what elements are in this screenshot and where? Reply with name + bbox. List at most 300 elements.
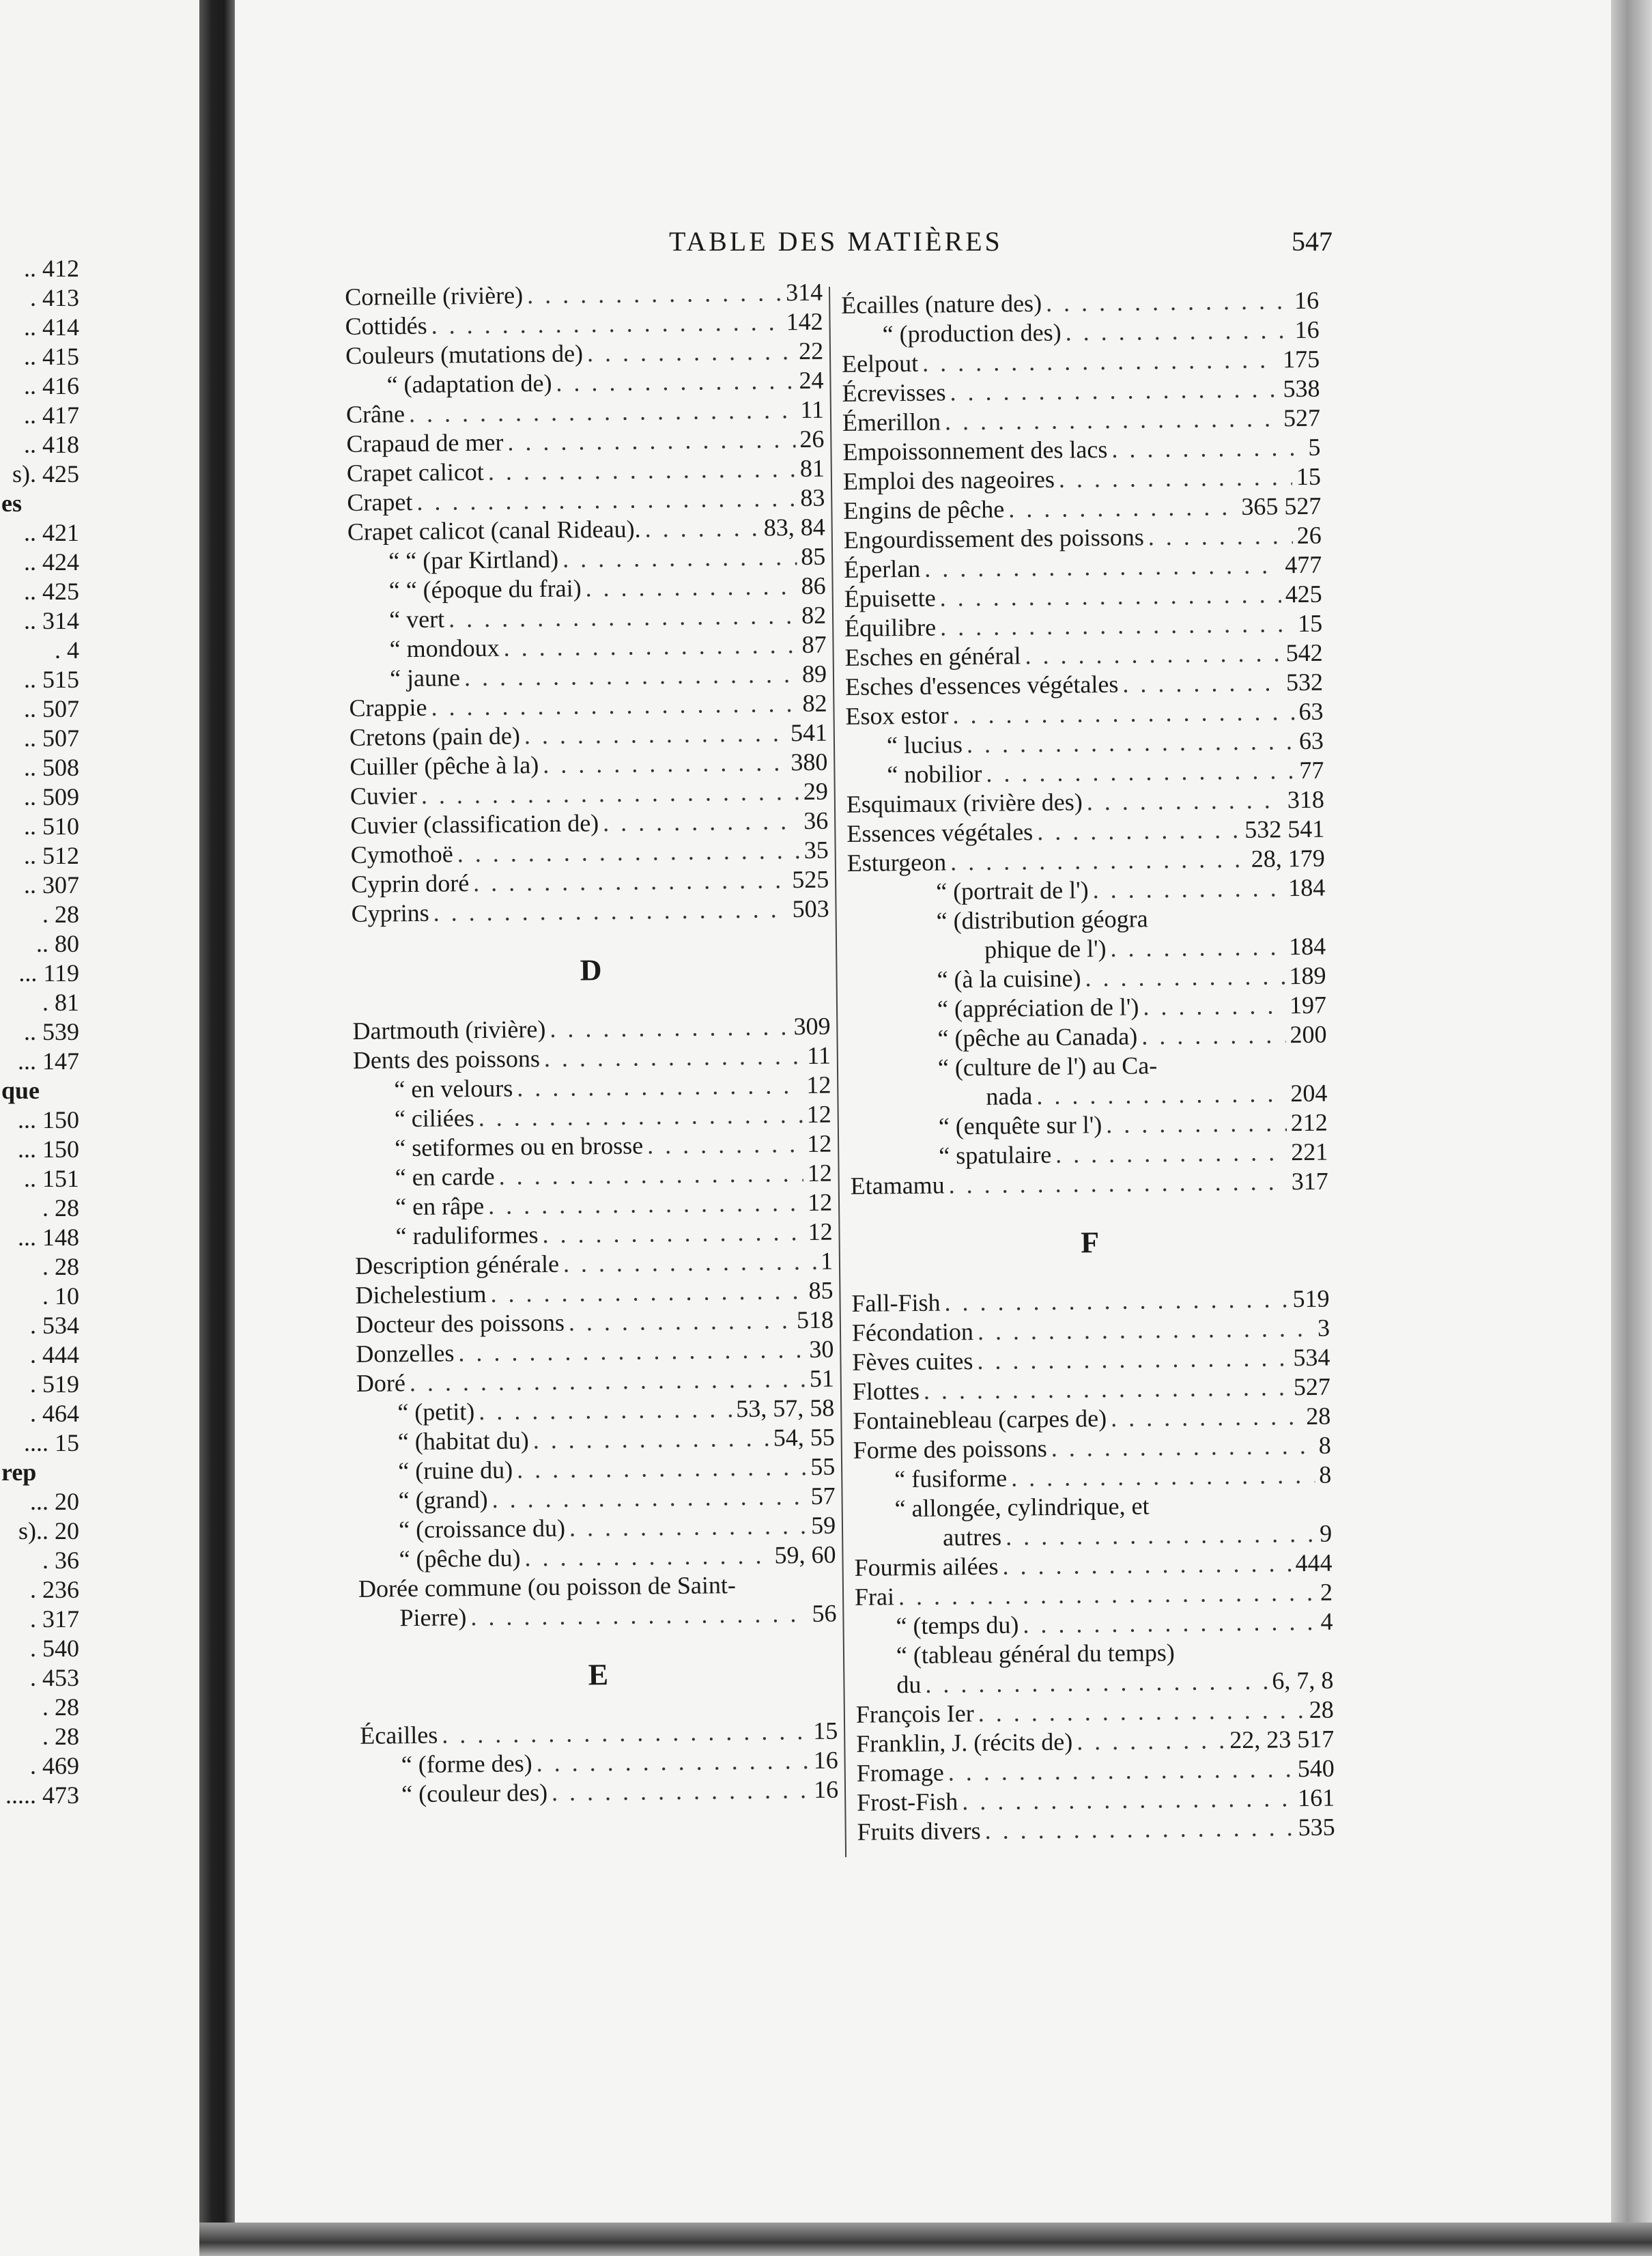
leader-dots — [950, 845, 1247, 877]
index-entry — [841, 286, 1319, 320]
index-entry — [849, 1079, 1327, 1113]
entry-pages: 30 — [809, 1335, 834, 1363]
leader-dots — [543, 748, 787, 780]
index-entry — [354, 1129, 831, 1164]
index-entry — [347, 542, 825, 576]
entry-label: “ (petit) — [397, 1398, 475, 1426]
left-page-fragment-entry: .. 417 — [24, 401, 79, 429]
left-page-fragment-entry: . 534 — [30, 1312, 79, 1339]
index-entry — [843, 492, 1321, 526]
left-page-fragment-entry: . 540 — [30, 1635, 79, 1662]
leader-dots — [431, 689, 798, 722]
leader-dots — [488, 1188, 804, 1221]
leader-dots — [1143, 991, 1285, 1021]
entry-label: Fourmis ailées — [854, 1552, 999, 1581]
leader-dots — [524, 1541, 771, 1573]
entry-pages: 82 — [801, 601, 827, 630]
leader-dots — [479, 1100, 803, 1133]
left-page-fragment-entry: ... 119 — [18, 959, 79, 987]
leader-dots — [898, 1578, 1316, 1611]
index-entry — [345, 307, 823, 341]
entry-label: “ (temps du) — [896, 1611, 1019, 1640]
entry-label: “ (culture de l') au Ca- — [937, 1052, 1158, 1082]
entry-label: “ ciliées — [394, 1104, 474, 1133]
left-page-fragment-entry: .. 515 — [24, 666, 79, 693]
index-entry — [360, 1717, 838, 1751]
leader-dots — [1141, 1020, 1286, 1051]
index-entry — [357, 1423, 835, 1457]
entry-label: “ “ (par Kirtland) — [388, 545, 559, 575]
entry-label: Empoissonnement des lacs — [842, 435, 1108, 466]
index-entry — [854, 1519, 1332, 1553]
left-page-fragment — [0, 0, 199, 2256]
leader-dots — [492, 1482, 807, 1514]
entry-label: Forme des poissons — [853, 1434, 1047, 1464]
index-entry — [842, 345, 1320, 379]
left-page-fragment-entry: . 36 — [42, 1547, 79, 1574]
entry-label: Cuvier — [350, 781, 418, 810]
leader-dots — [544, 1041, 803, 1073]
index-entry — [346, 425, 824, 459]
entry-label: “ (tableau général du temps) — [896, 1638, 1175, 1669]
entry-pages: 16 — [1294, 315, 1320, 344]
index-entry — [850, 1138, 1328, 1172]
entry-pages: 12 — [806, 1100, 831, 1128]
entry-pages: 534 — [1293, 1343, 1330, 1372]
left-page-fragment-entry: ..... 473 — [5, 1781, 79, 1809]
entry-pages: 12 — [806, 1071, 831, 1099]
entry-label: “ (pêche au Canada) — [937, 1022, 1138, 1052]
left-page-fragment-entry: . 519 — [30, 1370, 79, 1398]
entry-pages: 200 — [1290, 1020, 1327, 1049]
leader-dots — [517, 1071, 802, 1103]
leader-dots — [488, 454, 797, 487]
index-entry — [845, 697, 1323, 731]
index-entry — [345, 278, 823, 312]
entry-pages: 9 — [1319, 1519, 1333, 1547]
entry-label: “ (pêche du) — [399, 1544, 521, 1573]
entry-pages: 59 — [810, 1511, 836, 1539]
entry-label: Cyprin doré — [351, 869, 470, 898]
index-entry — [347, 483, 825, 518]
leader-dots — [1059, 462, 1293, 494]
left-page-fragment-entry: que — [1, 1077, 40, 1104]
leader-dots — [1122, 668, 1282, 699]
entry-label: “ mondoux — [389, 634, 500, 663]
entry-pages: 82 — [802, 689, 827, 718]
leader-dots — [536, 1746, 810, 1778]
entry-label: Esquimaux (rivière des) — [846, 788, 1083, 818]
entry-pages: 4 — [1320, 1607, 1333, 1635]
index-column-right — [841, 286, 1335, 1847]
index-column-left — [345, 278, 838, 1809]
entry-label: “ fusiforme — [894, 1464, 1008, 1493]
entry-pages: 204 — [1290, 1079, 1328, 1108]
entry-pages: 83 — [800, 483, 825, 512]
leader-dots — [603, 806, 800, 838]
entry-pages: 542 — [1285, 638, 1323, 667]
left-page-fragment-entry: .. 151 — [24, 1165, 79, 1192]
left-page-fragment-entry: ... 148 — [18, 1224, 79, 1251]
leader-dots — [409, 395, 797, 429]
entry-pages: 85 — [808, 1276, 834, 1304]
entry-pages: 86 — [801, 572, 826, 600]
entry-pages: 8 — [1318, 1431, 1331, 1459]
index-entry — [357, 1482, 835, 1516]
entry-label: “ en velours — [394, 1074, 513, 1103]
index-entry — [356, 1394, 834, 1428]
entry-label: Écrevisses — [842, 378, 946, 407]
leader-dots — [410, 1364, 806, 1398]
index-entry — [352, 1012, 830, 1046]
index-entry — [350, 777, 828, 811]
index-entry — [842, 433, 1320, 467]
entry-label: Écailles (nature des) — [841, 289, 1042, 319]
leader-dots — [1110, 932, 1285, 963]
book-gutter — [199, 0, 235, 2256]
entry-pages: 57 — [810, 1482, 836, 1510]
entry-label: “ setiformes ou en brosse — [395, 1131, 644, 1162]
entry-label: Émerillon — [842, 408, 941, 436]
entry-label: Fall-Fish — [851, 1288, 941, 1317]
entry-pages: 11 — [807, 1041, 831, 1069]
entry-pages: 3 — [1317, 1314, 1330, 1342]
entry-pages: 15 — [1297, 609, 1323, 638]
leader-dots — [563, 1247, 817, 1279]
index-entry — [350, 806, 828, 841]
section-letter: F — [1080, 1226, 1100, 1260]
leader-dots — [490, 1276, 804, 1309]
leader-dots — [473, 865, 788, 898]
index-entry — [841, 315, 1319, 350]
index-entry — [848, 961, 1326, 996]
leader-dots — [585, 572, 797, 603]
entry-pages: 77 — [1299, 756, 1324, 785]
index-entry — [852, 1314, 1330, 1348]
entry-pages: 16 — [1294, 286, 1320, 315]
entry-label: Fontainebleau (carpes de) — [853, 1405, 1107, 1435]
index-entry — [844, 609, 1322, 643]
leader-dots — [1008, 492, 1238, 524]
index-entry — [855, 1607, 1333, 1641]
index-entry — [853, 1402, 1330, 1436]
left-page-fragment-entry: .. 512 — [24, 842, 79, 869]
index-entry — [857, 1754, 1335, 1788]
index-entry — [847, 903, 1325, 937]
entry-pages: 540 — [1297, 1754, 1335, 1783]
index-entry — [848, 932, 1326, 966]
entry-label: Description générale — [354, 1250, 560, 1280]
entry-label: Etamamu — [850, 1171, 945, 1200]
left-page-fragment-entry: es — [1, 490, 22, 517]
left-page-fragment-entry: s).. 20 — [18, 1517, 79, 1545]
entry-label: Cretons (pain de) — [349, 722, 521, 751]
leader-dots — [978, 1695, 1305, 1728]
left-page-fragment-entry: .. 415 — [24, 343, 79, 370]
page-edge-bottom — [199, 2223, 1652, 2256]
leader-dots — [1085, 961, 1285, 993]
entry-pages: 12 — [807, 1188, 833, 1216]
left-page-fragment-entry: .. 412 — [24, 255, 79, 282]
entry-pages: 12 — [808, 1217, 833, 1245]
leader-dots — [1077, 1725, 1226, 1756]
index-entry — [846, 785, 1324, 819]
entry-pages: 26 — [799, 425, 825, 453]
leader-dots — [950, 374, 1279, 407]
entry-label: phique de l') — [984, 934, 1107, 963]
entry-label: “ (grand) — [398, 1485, 488, 1514]
leader-dots — [1023, 1607, 1316, 1640]
entry-label: Fécondation — [851, 1318, 974, 1346]
index-entry — [353, 1071, 831, 1105]
entry-pages: 477 — [1285, 550, 1322, 579]
entry-label: Dorée commune (ou poisson de Saint- — [358, 1571, 737, 1603]
leader-dots — [1092, 873, 1284, 905]
index-entry — [358, 1540, 836, 1575]
index-entry — [849, 1049, 1327, 1084]
entry-pages: 161 — [1297, 1783, 1335, 1812]
leader-dots — [924, 550, 1281, 583]
left-page-fragment-entry: . 10 — [42, 1282, 79, 1310]
entry-pages: 527 — [1293, 1372, 1331, 1401]
entry-label: “ (à la cuisine) — [937, 964, 1081, 993]
entry-label: Crappie — [349, 693, 427, 722]
entry-pages: 28, 179 — [1251, 844, 1325, 873]
leader-dots — [532, 1424, 769, 1456]
left-page-fragment-entry: ... 150 — [18, 1136, 79, 1163]
index-entry — [855, 1578, 1333, 1612]
leader-dots — [984, 1813, 1294, 1846]
entry-pages: 87 — [801, 630, 827, 659]
index-entry — [856, 1695, 1334, 1730]
entry-pages: 28 — [1309, 1695, 1335, 1723]
leader-dots — [977, 1343, 1289, 1376]
entry-pages: 83, 84 — [763, 513, 825, 541]
entry-pages: 11 — [800, 395, 825, 424]
entry-pages: 541 — [790, 718, 828, 747]
index-entry — [356, 1335, 834, 1369]
entry-label: Engins de pêche — [843, 495, 1005, 524]
index-entry — [358, 1599, 836, 1633]
entry-pages: 24 — [799, 366, 824, 395]
leader-dots — [948, 1167, 1287, 1200]
leader-dots — [939, 580, 1281, 612]
entry-pages: 15 — [1296, 462, 1322, 491]
entry-pages: 63 — [1298, 697, 1324, 726]
entry-label: Épuisette — [844, 584, 936, 612]
entry-label: “ (production des) — [882, 318, 1062, 348]
leader-dots — [421, 777, 799, 810]
entry-pages: 519 — [1292, 1284, 1330, 1313]
entry-label: Dichelestium — [355, 1280, 487, 1309]
index-entry — [851, 1167, 1328, 1201]
leader-dots — [442, 1717, 809, 1750]
left-page-fragment-entry: . 28 — [42, 1194, 79, 1222]
entry-pages: 221 — [1291, 1138, 1328, 1166]
left-page-fragment-entry: s). 425 — [12, 460, 79, 488]
entry-label: Doré — [356, 1369, 406, 1397]
index-entry — [358, 1570, 836, 1604]
entry-label: Crapet calicot — [346, 457, 485, 487]
entry-pages: 425 — [1285, 580, 1322, 608]
index-entry — [853, 1372, 1330, 1407]
entry-label: “ (adaptation de) — [386, 369, 552, 399]
entry-pages: 317 — [1291, 1167, 1328, 1196]
leader-dots — [1065, 315, 1291, 347]
entry-pages: 28 — [1306, 1402, 1331, 1430]
entry-pages: 16 — [813, 1746, 838, 1774]
leader-dots — [433, 894, 788, 927]
entry-label: Crapaud de mer — [346, 428, 504, 457]
left-page-fragment-entry: .. 414 — [24, 313, 79, 341]
index-entry — [842, 374, 1320, 408]
index-entry — [360, 1775, 838, 1809]
entry-label: Fèves cuites — [852, 1347, 973, 1376]
entry-label: Emploi des nageoires — [842, 465, 1055, 495]
entry-label: autres — [942, 1523, 1002, 1551]
leader-dots — [1106, 1108, 1287, 1140]
leader-dots — [527, 278, 782, 310]
index-entry — [356, 1306, 834, 1340]
entry-pages: 35 — [803, 836, 829, 864]
entry-pages: 51 — [809, 1364, 835, 1392]
left-page-fragment-entry: .. 314 — [24, 607, 79, 634]
leader-dots — [945, 404, 1279, 436]
leader-dots — [524, 718, 786, 750]
left-page-fragment-entry: rep — [1, 1458, 37, 1486]
entry-label: Frai — [854, 1583, 895, 1611]
entry-label: Frost-Fish — [856, 1788, 958, 1816]
index-entry — [345, 366, 823, 400]
entry-label: nada — [986, 1082, 1033, 1110]
entry-label: Fromage — [856, 1758, 944, 1787]
leader-dots — [948, 1754, 1293, 1787]
index-entry — [358, 1511, 836, 1545]
index-entry — [853, 1461, 1331, 1495]
running-header: TABLE DES MATIÈRES — [669, 226, 1003, 257]
index-entry — [353, 1041, 831, 1075]
left-page-fragment-entry: .. 539 — [24, 1018, 79, 1045]
entry-pages: 532 541 — [1244, 815, 1325, 843]
leader-dots — [1037, 815, 1241, 847]
leader-dots — [978, 1314, 1313, 1346]
entry-pages: 365 527 — [1241, 492, 1322, 520]
entry-pages: 2 — [1320, 1578, 1333, 1606]
index-entry — [349, 689, 827, 723]
leader-dots — [1148, 521, 1293, 552]
index-entry — [346, 395, 824, 429]
entry-pages: 26 — [1296, 521, 1322, 550]
entry-pages: 318 — [1287, 785, 1325, 814]
index-entry — [847, 873, 1325, 907]
entry-pages: 175 — [1282, 345, 1320, 373]
left-page-fragment-entry: .. 509 — [24, 783, 79, 810]
left-page-fragment-entry: .. 507 — [24, 695, 79, 722]
leader-dots — [587, 337, 795, 368]
left-page-fragment-entry: . 4 — [55, 636, 79, 664]
leader-dots — [1025, 638, 1282, 671]
index-entry — [857, 1783, 1335, 1818]
entry-label: Esturgeon — [846, 848, 947, 877]
entry-label: “ (forme des) — [401, 1749, 532, 1779]
entry-pages: 184 — [1287, 873, 1326, 902]
index-entry — [356, 1364, 834, 1398]
entry-pages: 15 — [813, 1717, 838, 1745]
index-entry — [846, 815, 1324, 849]
index-entry — [842, 404, 1320, 438]
entry-label: “ (croissance du) — [398, 1514, 566, 1544]
leader-dots — [1046, 286, 1291, 318]
entry-pages: 5 — [1308, 433, 1321, 461]
index-entry — [348, 601, 826, 635]
entry-label: “ (couleur des) — [401, 1779, 548, 1808]
section-letter: D — [580, 953, 602, 987]
entry-label: “ raduliformes — [395, 1221, 539, 1250]
leader-dots — [1006, 1519, 1315, 1552]
entry-label: Cuiller (pêche à la) — [350, 751, 539, 780]
entry-pages: 532 — [1285, 668, 1324, 696]
entry-label: du — [896, 1670, 922, 1699]
index-entry — [345, 337, 823, 371]
index-entry — [857, 1813, 1335, 1847]
entry-pages: 59, 60 — [774, 1540, 836, 1569]
index-entry — [351, 894, 829, 929]
index-entry — [844, 638, 1322, 673]
entry-label: Crapet calicot (canal Rideau). — [347, 515, 641, 546]
leader-dots — [517, 1452, 806, 1484]
entry-label: Dartmouth (rivière) — [352, 1015, 546, 1045]
entry-pages: 535 — [1298, 1813, 1335, 1842]
entry-pages: 538 — [1283, 374, 1320, 403]
entry-pages: 309 — [793, 1012, 831, 1041]
entry-pages: 55 — [810, 1452, 836, 1480]
left-page-fragment-entry: .. 421 — [24, 519, 79, 546]
leader-dots — [542, 1217, 804, 1250]
index-entry — [855, 1666, 1333, 1700]
left-page-fragment-entry: .. 416 — [24, 372, 79, 399]
index-entry — [357, 1452, 835, 1486]
entry-pages: 56 — [812, 1599, 837, 1627]
entry-label: “ vert — [388, 605, 445, 634]
leader-dots — [925, 1667, 1268, 1700]
index-entry — [350, 718, 827, 752]
entry-label: “ (appréciation de l') — [937, 993, 1139, 1023]
leader-dots — [550, 1012, 790, 1044]
left-page-fragment-entry: .. 307 — [24, 871, 79, 899]
leader-dots — [464, 660, 798, 692]
entry-pages: 184 — [1288, 932, 1326, 961]
leader-dots — [940, 609, 1294, 642]
left-page-fragment-entry: .. 510 — [24, 813, 79, 840]
index-entry — [855, 1637, 1333, 1671]
leader-dots — [962, 1783, 1294, 1816]
leader-dots — [431, 307, 782, 340]
entry-label: Cymothoë — [350, 840, 453, 869]
index-entry — [852, 1343, 1330, 1377]
entry-pages: 54, 55 — [773, 1423, 835, 1452]
leader-dots — [457, 836, 800, 869]
entry-label: “ (ruine du) — [398, 1456, 513, 1485]
index-entry — [850, 1108, 1328, 1142]
index-entry — [354, 1217, 832, 1252]
index-entry — [853, 1490, 1331, 1524]
entry-label: Écailles — [360, 1721, 438, 1749]
entry-pages: 314 — [785, 278, 823, 307]
page-number: 547 — [1292, 226, 1333, 257]
left-page-fragment-entry: ... 150 — [18, 1106, 79, 1133]
entry-pages: 527 — [1283, 404, 1321, 432]
leader-dots — [647, 1129, 803, 1160]
